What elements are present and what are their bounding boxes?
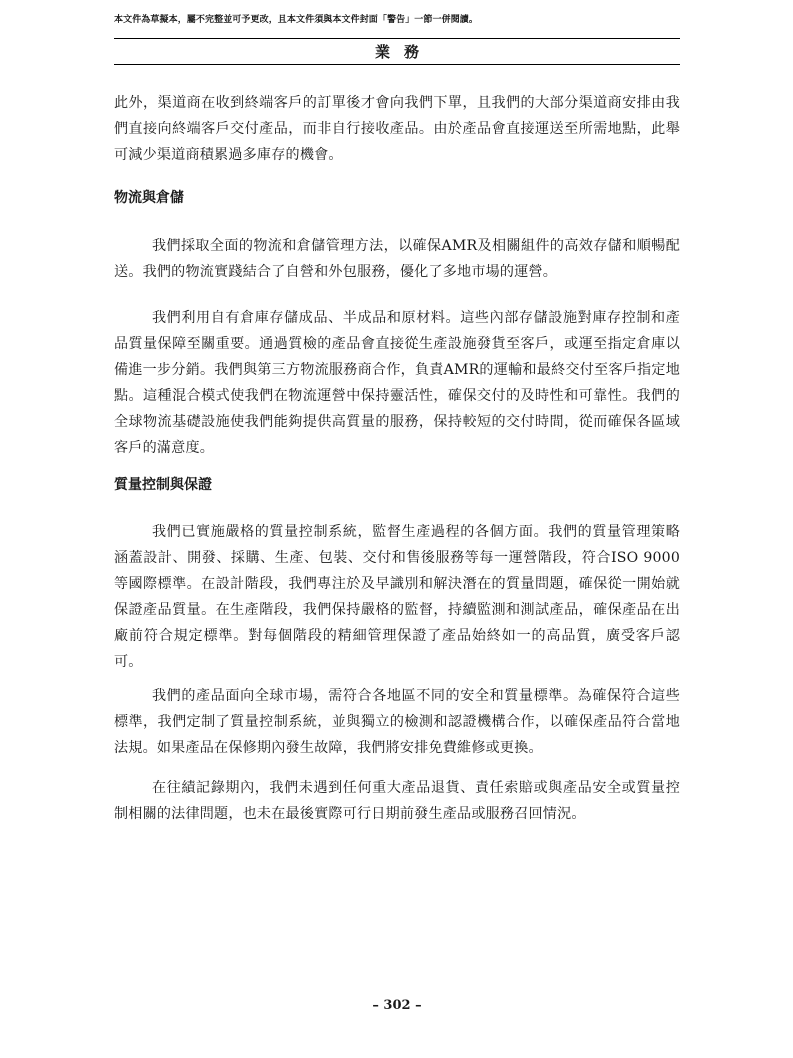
logistics-paragraph-1: 我們採取全面的物流和倉儲管理方法，以確保AMR及相關組件的高效存儲和順暢配送。我們的物流實踐結合了自營和外包服務，優化了多地市場的運營。 xyxy=(114,238,680,280)
quality-paragraph-2: 我們的產品面向全球市場，需符合各地區不同的安全和質量標準。為確保符合這些標準，我們定制了質量控制系統，並與獨立的檢測和認證機構合作，以確保產品符合當地法規。如果產品在保修期內發生故障，我們將安排免費維修或更換。 xyxy=(114,688,680,756)
quality-paragraph-1: 我們已實施嚴格的質量控制系統，監督生產過程的各個方面。我們的質量管理策略涵蓋設計、開發、採購、生產、包裝、交付和售後服務等每一運營階段，符合ISO 9000等國際標準。在設計階段，我們專注於及早識別和解決潛在的質量問題，確保從一開始就保證產品質量。在生產階段，我們保持嚴格的監督，持續監測和測試產品，確保產品在出廠前符合規定標準。對每個階段的精細管理保證了產品始終如一的高品質，廣受客戶認可。 xyxy=(114,524,680,670)
header-rule-bottom xyxy=(114,64,680,65)
intro-paragraph: 此外，渠道商在收到終端客戶的訂單後才會向我們下單，且我們的大部分渠道商安排由我們直接向終端客戶交付產品，而非自行接收產品。由於產品會直接運送至所需地點，此舉可減少渠道商積累過多庫存的機會。 xyxy=(114,95,680,163)
header-rule-top xyxy=(114,38,680,39)
quality-heading: 質量控制與保證 xyxy=(114,477,212,493)
logistics-heading: 物流與倉儲 xyxy=(114,190,184,206)
logistics-paragraph-2: 我們利用自有倉庫存儲成品、半成品和原材料。這些內部存儲設施對庫存控制和產品質量保障至關重要。通過質檢的產品會直接從生產設施發貨至客戶，或運至指定倉庫以備進一步分銷。我們與第三方物流服務商合作，負責AMR的運輸和最終交付至客戶指定地點。這種混合模式使我們在物流運營中保持靈活性，確保交付的及時性和可靠性。我們的全球物流基礎設施使我們能夠提供高質量的服務，保持較短的交付時間，從而確保各區域客戶的滿意度。 xyxy=(114,310,680,456)
quality-paragraph-3: 在往績記錄期內，我們未遇到任何重大產品退貨、責任索賠或與產品安全或質量控制相關的法律問題，也未在最後實際可行日期前發生產品或服務召回情況。 xyxy=(114,780,680,822)
section-title: 業務 xyxy=(374,43,433,61)
page-number: – 302 – xyxy=(372,998,422,1013)
document-page xyxy=(114,0,680,1058)
draft-notice: 本文件為草擬本，屬不完整並可予更改，且本文件須與本文件封面「警告」一節一併閱讀。 xyxy=(114,15,479,25)
